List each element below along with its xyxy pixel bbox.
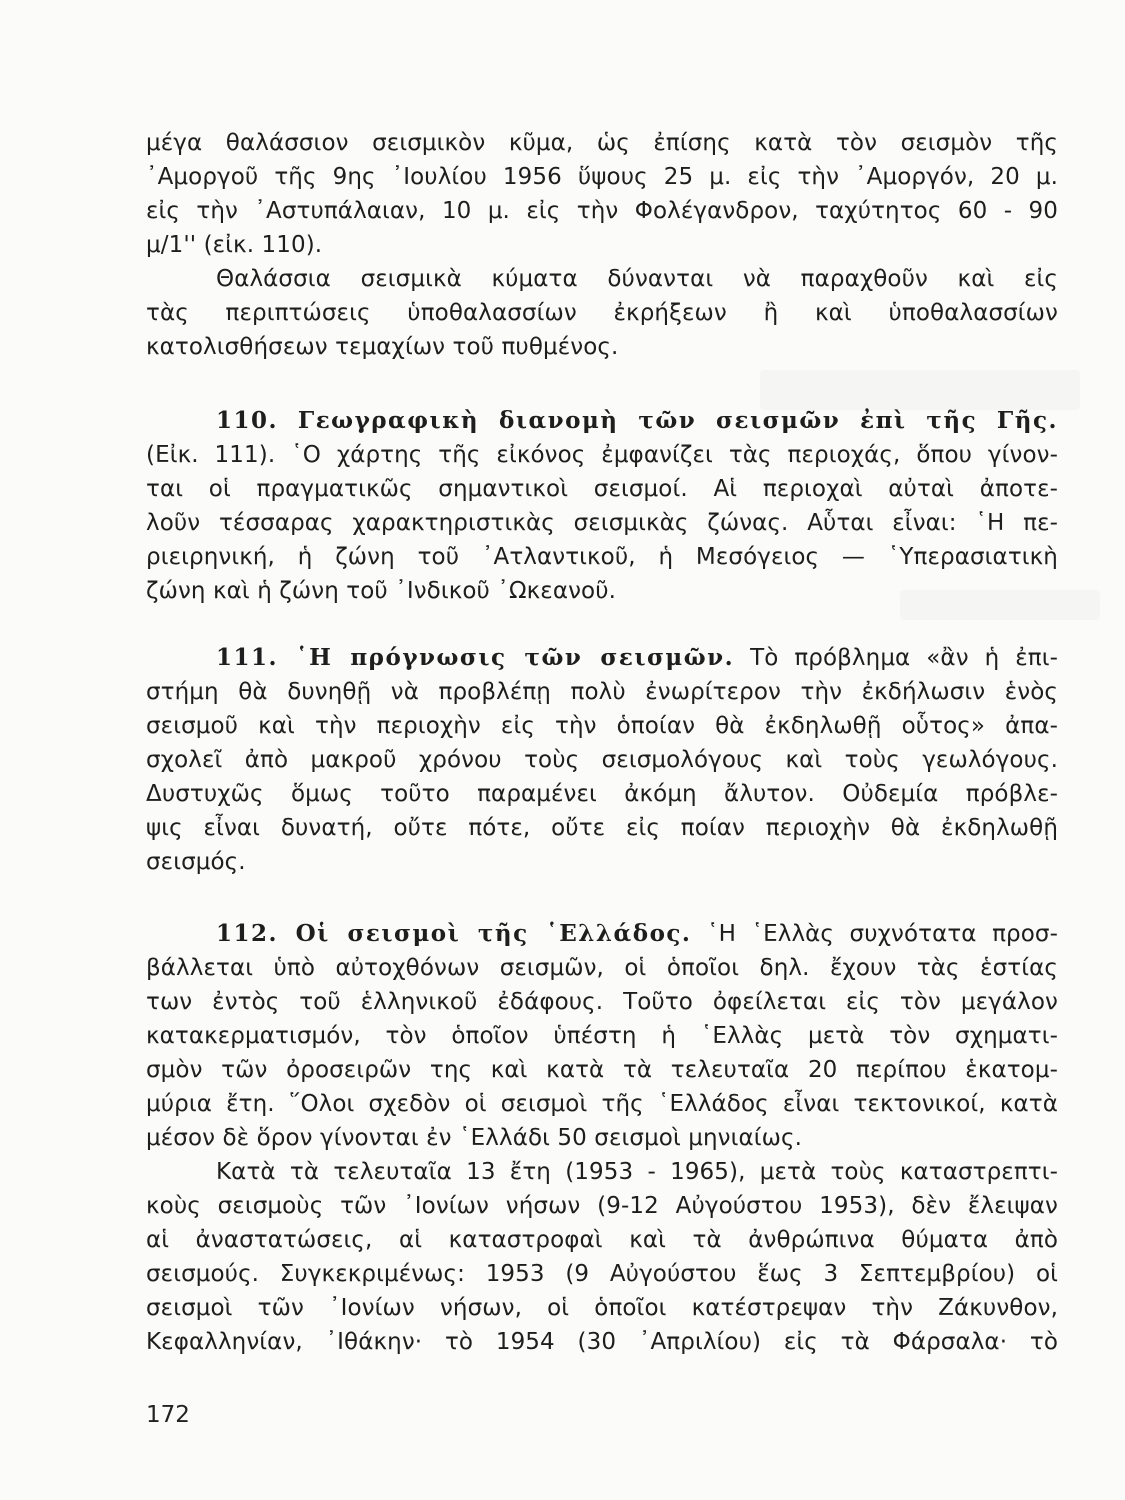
- text-line: σεισμούς. Συγκεκριμένως: 1953 (9 Αὐγούστου ἕως 3 Σεπτεμβρίου) οἱ: [146, 1261, 1058, 1287]
- text-line: λοῦν τέσσαρας χαρακτηριστικὰς σεισμικὰς ζώνας. Αὗται εἶναι: ῾Η πε-: [146, 510, 1058, 536]
- text-line: σεισμοὶ τῶν ᾿Ιονίων νήσων, οἱ ὁποῖοι κατέστρεψαν τὴν Ζάκυνθον,: [146, 1295, 1058, 1321]
- text-line: μέγα θαλάσσιον σεισμικὸν κῦμα, ὡς ἐπίσης κατὰ τὸν σεισμὸν τῆς: [146, 130, 1058, 156]
- text-line: των ἐντὸς τοῦ ἑλληνικοῦ ἐδάφους. Τοῦτο ὀφείλεται εἰς τὸν μεγάλον: [146, 989, 1058, 1015]
- text-line: (Εἰκ. 111). ῾Ο χάρτης τῆς εἰκόνος ἐμφανίζει τὰς περιοχάς, ὅπου γίνον-: [146, 442, 1058, 468]
- text-line: ζώνη καὶ ἡ ζώνη τοῦ ᾿Ινδικοῦ ᾿Ωκεανοῦ.: [146, 578, 617, 604]
- section-112-paragraph-2: [146, 1155, 1058, 1359]
- section-111-heading-line: [146, 641, 1058, 675]
- text-line: εἰς τὴν ᾿Αστυπάλαιαν, 10 μ. εἰς τὴν Φολέγανδρον, ταχύτητος 60 - 90: [146, 198, 1058, 224]
- section-111: [146, 641, 1058, 879]
- text-line: σμὸν τῶν ὀροσειρῶν της καὶ κατὰ τὰ τελευταῖα 20 περίπου ἑκατομ-: [146, 1057, 1058, 1083]
- text-line: Κατὰ τὰ τελευταῖα 13 ἔτη (1953 - 1965), μετὰ τοὺς καταστρεπτι-: [216, 1159, 1058, 1185]
- text-line: κατολισθήσεων τεμαχίων τοῦ πυθμένος.: [146, 334, 619, 360]
- text-line: μέσον δὲ ὅρον γίνονται ἐν ῾Ελλάδι 50 σεισμοὶ μηνιαίως.: [146, 1125, 803, 1151]
- text-line: ᾿Αμοργοῦ τῆς 9ης ᾿Ιουλίου 1956 ὕψους 25 μ. εἰς τὴν ᾿Αμοργόν, 20 μ.: [146, 164, 1058, 190]
- heading-tail-text: ῾Η ῾Ελλὰς συχνότατα προσ-: [706, 921, 1058, 947]
- section-110-heading: [146, 404, 1058, 438]
- text-line: κατακερματισμόν, τὸν ὁποῖον ὑπέστη ἡ ῾Ελλὰς μετὰ τὸν σχηματι-: [146, 1023, 1058, 1049]
- section-heading: 110. Γεωγραφικὴ διανομὴ τῶν σεισμῶν ἐπὶ τῆς Γῆς.: [216, 407, 1058, 434]
- section-110: [146, 404, 1058, 608]
- text-line: κοὺς σεισμοὺς τῶν ᾿Ιονίων νήσων (9-12 Αὐγούστου 1953), δὲν ἔλειψαν: [146, 1193, 1058, 1219]
- text-line: σεισμός.: [146, 849, 246, 875]
- text-line: Δυστυχῶς ὅμως τοῦτο παραμένει ἀκόμη ἄλυτον. Οὐδεμία πρόβλε-: [146, 781, 1058, 807]
- text-line: βάλλεται ὑπὸ αὐτοχθόνων σεισμῶν, οἱ ὁποῖοι δηλ. ἔχουν τὰς ἑστίας: [146, 955, 1058, 981]
- section-heading: 112. Οἱ σεισμοὶ τῆς ῾Ελλάδος.: [216, 920, 692, 947]
- text-line: στήμη θὰ δυνηθῇ νὰ προβλέπῃ πολὺ ἐνωρίτερον τὴν ἐκδήλωσιν ἑνὸς: [146, 679, 1058, 705]
- heading-tail-text: Τὸ πρόβλημα «ἂν ἡ ἐπι-: [750, 645, 1058, 671]
- text-line: μ/1'' (εἰκ. 110).: [146, 232, 323, 258]
- text-line: ται οἱ πραγματικῶς σημαντικοὶ σεισμοί. Αἱ περιοχαὶ αὐταὶ ἀποτε-: [146, 476, 1058, 502]
- text-line: ψις εἶναι δυνατή, οὔτε πότε, οὔτε εἰς ποίαν περιοχὴν θὰ ἐκδηλωθῇ: [146, 815, 1058, 841]
- section-112: [146, 917, 1058, 1155]
- page-number: 172: [146, 1402, 190, 1428]
- text-line: σεισμοῦ καὶ τὴν περιοχὴν εἰς τὴν ὁποίαν θὰ ἐκδηλωθῇ οὗτος» ἀπα-: [146, 713, 1058, 739]
- text-line: μύρια ἔτη. ῞Ολοι σχεδὸν οἱ σεισμοὶ τῆς ῾Ελλάδος εἶναι τεκτονικοί, κατὰ: [146, 1091, 1058, 1117]
- text-line: σχολεῖ ἀπὸ μακροῦ χρόνου τοὺς σεισμολόγους καὶ τοὺς γεωλόγους.: [146, 747, 1058, 773]
- text-line: τὰς περιπτώσεις ὑποθαλασσίων ἐκρήξεων ἢ καὶ ὑποθαλασσίων: [146, 300, 1058, 326]
- text-line: αἱ ἀναστατώσεις, αἱ καταστροφαὶ καὶ τὰ ἀνθρώπινα θύματα ἀπὸ: [146, 1227, 1058, 1253]
- text-line: Θαλάσσια σεισμικὰ κύματα δύνανται νὰ παραχθοῦν καὶ εἰς: [216, 266, 1058, 292]
- paragraph-sea-waves: [146, 262, 1058, 364]
- section-heading: 111. ῾Η πρόγνωσις τῶν σεισμῶν.: [216, 644, 735, 671]
- intro-paragraph: [146, 126, 1058, 262]
- text-line: Κεφαλληνίαν, ᾿Ιθάκην· τὸ 1954 (30 ᾿Απριλίου) εἰς τὰ Φάρσαλα· τὸ: [146, 1329, 1058, 1355]
- section-112-heading-line: [146, 917, 1058, 951]
- text-line: ριειρηνική, ἡ ζώνη τοῦ ᾿Ατλαντικοῦ, ἡ Μεσόγειος — ῾Υπερασιατικὴ: [146, 544, 1058, 570]
